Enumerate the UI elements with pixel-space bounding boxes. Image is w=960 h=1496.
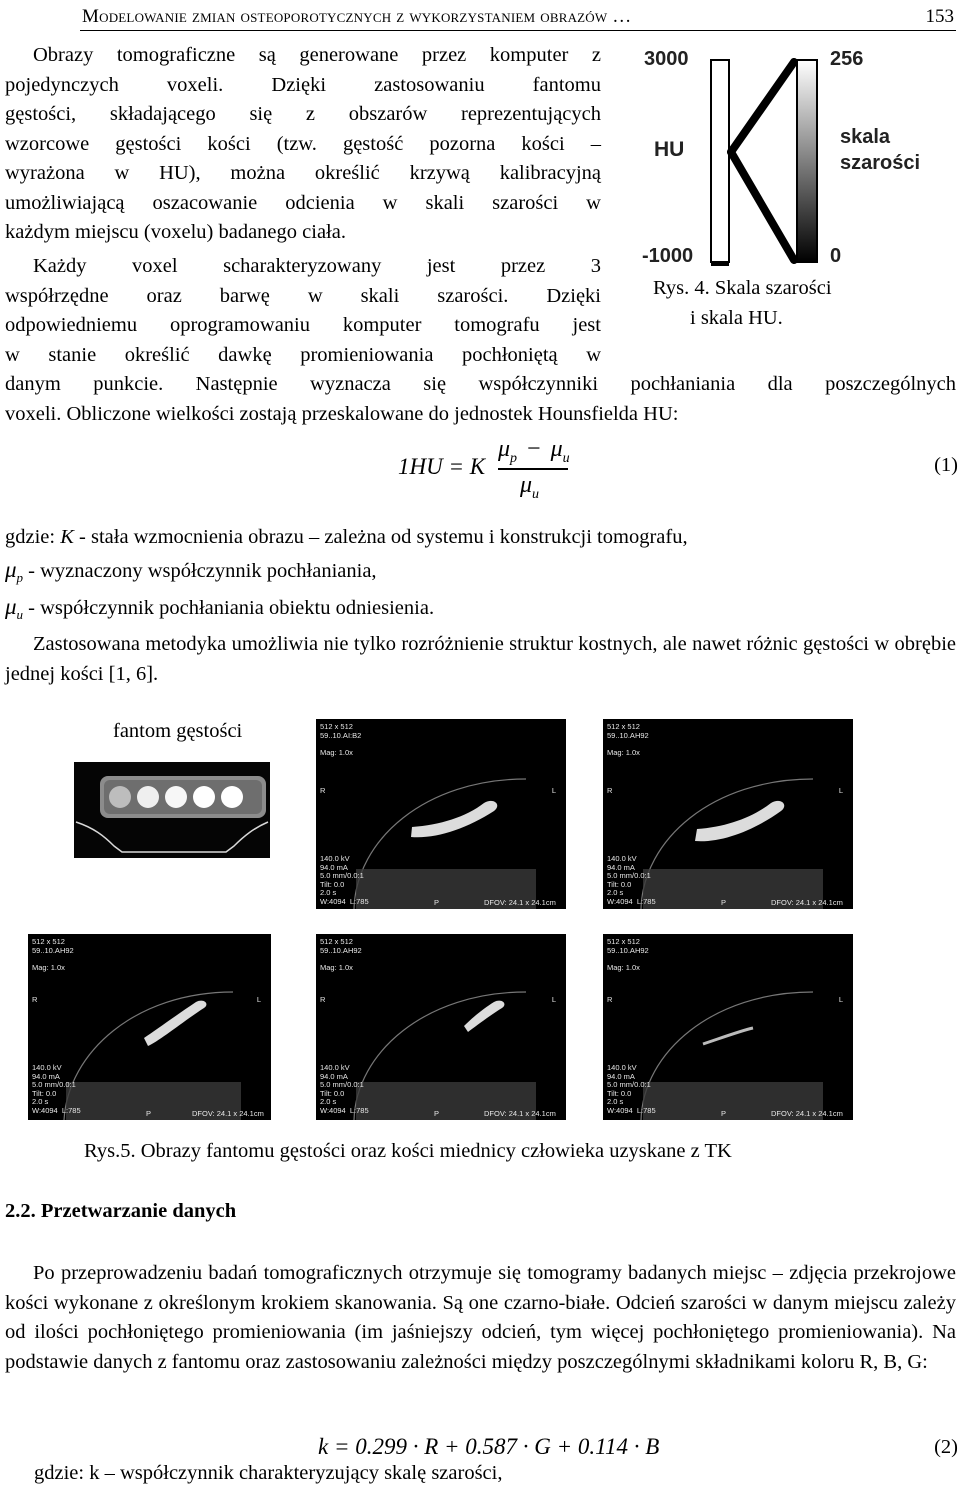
- hu-min-label: -1000: [642, 245, 694, 267]
- equation-1: [380, 436, 958, 508]
- gray-min-label: 0: [830, 245, 842, 267]
- equation-1-numerator: $\mu_p - \mu_u$: [498, 436, 570, 466]
- phantom-scan-image: [74, 762, 270, 858]
- scan-orientation-l: L: [256, 995, 261, 1004]
- phantom-label: fantom gęstości: [113, 720, 243, 742]
- page-number: 153: [925, 6, 954, 27]
- gray-axis-label-2: szarości: [840, 152, 921, 174]
- ct-scan-4: [316, 934, 566, 1120]
- scan-orientation-r: R: [607, 995, 613, 1004]
- text-line: gęstości, składającego się z obszarów reprezentujących: [5, 103, 601, 125]
- scan-info-bottom: 140.0 kV 94.0 mA 5.0 mm/0.0:1 Tilt: 0.0 2.0 s W:4094 L:785: [607, 1063, 656, 1115]
- text-line: Każdy voxel scharakteryzowany jest przez 3: [33, 255, 601, 277]
- hu-scale-bar: [711, 60, 729, 262]
- ct-scan-3: [28, 934, 271, 1120]
- text-line: odpowiedniemu oprogramowaniu komputer tomografu jest: [5, 314, 601, 336]
- scan-info-bottom: 140.0 kV 94.0 mA 5.0 mm/0.0:1 Tilt: 0.0 2.0 s W:4094 L:785: [607, 854, 656, 906]
- equation-2-number: (2): [934, 1436, 958, 1458]
- final-definition: gdzie: k – współczynnik charakteryzujący skalę szarości,: [34, 1462, 503, 1484]
- ct-scan-5: [603, 934, 853, 1120]
- figure-4-caption-line-2: i skala HU.: [690, 307, 783, 329]
- scan-dfov: DFOV: 24.1 x 24.1cm: [192, 1109, 264, 1118]
- gray-max-label: 256: [830, 48, 864, 70]
- text-line: Obrazy tomograficzne są generowane przez komputer z: [33, 44, 601, 66]
- scan-info-top: 512 x 512 59..10.AH92 Mag: 1.0x: [607, 937, 649, 972]
- text-line: wzorcowe gęstości kości (tzw. gęstość pozorna kości –: [5, 132, 601, 155]
- figure-4: [636, 42, 926, 282]
- ct-scan-1: [316, 719, 566, 909]
- scan-orientation-r: R: [32, 995, 38, 1004]
- method-paragraph: Zastosowana metodyka umożliwia nie tylko rozróżnienie struktur kostnych, ale nawet różnic gęstości w obrębie jednej kości [1, 6].: [5, 633, 956, 685]
- scan-orientation-l: L: [551, 995, 556, 1004]
- scan-info-top: 512 x 512 59..10.AH92 Mag: 1.0x: [607, 722, 649, 757]
- equation-1-number: (1): [934, 454, 958, 476]
- scan-info-top: 512 x 512 59..10.AH92 Mag: 1.0x: [320, 937, 362, 972]
- equation-1-lhs: 1HU = K: [398, 454, 486, 479]
- text-line: umożliwiającą oszacowanie odcienia w skali szarości w: [5, 191, 601, 214]
- scan-orientation-r: R: [607, 786, 613, 795]
- scan-orientation-l: L: [551, 786, 556, 795]
- processing-paragraph: Po przeprowadzeniu badań tomograficznych otrzymuje się tomogramy badanych miejsc – zdjęcia przekrojowe kości wykonane z określonym krokiem skanowania. Są one czarno-białe. Odcień szarości w danym miejscu zależy od ilości pochłoniętego promieniowania (im jaśniejszy odcień, tym więcej pochłoniętego promieniowania). Na podstawie danych z fantomu oraz zastosowaniu zależności między poszczególnymi składnikami koloru R, B, G:: [5, 1262, 956, 1373]
- scan-orientation-p: P: [434, 1109, 440, 1118]
- definition-mu-u: $\mu_u$ - współczynnik pochłaniania obiektu odniesienia.: [5, 594, 435, 623]
- equation-2: [318, 1434, 958, 1464]
- running-header: [80, 4, 956, 31]
- figure-5-caption: Rys.5. Obrazy fantomu gęstości oraz kości miednicy człowieka uzyskane z TK: [84, 1140, 732, 1162]
- text-line: wyrażona w HU), można określić krzywą kalibracyjną: [5, 162, 601, 184]
- hu-axis-label: HU: [654, 138, 685, 161]
- section-heading: 2.2. Przetwarzanie danych: [5, 1200, 237, 1222]
- text-line: danym punkcie. Następnie wyznacza się współczynniki pochłaniania dla poszczególnych: [5, 373, 956, 395]
- mapping-line-lower: [731, 152, 794, 260]
- scan-info-bottom: 140.0 kV 94.0 mA 5.0 mm/0.0:1 Tilt: 0.0 2.0 s W:4094 L:785: [320, 1063, 369, 1115]
- equation-1-denominator: $\mu_u$: [520, 472, 540, 502]
- hu-max-label: 3000: [644, 48, 689, 70]
- scan-info-bottom: 140.0 kV 94.0 mA 5.0 mm/0.0:1 Tilt: 0.0 2.0 s W:4094 L:785: [32, 1063, 81, 1115]
- scan-dfov: DFOV: 24.1 x 24.1cm: [771, 1109, 843, 1118]
- scan-info-bottom: 140.0 kV 94.0 mA 5.0 mm/0.0:1 Tilt: 0.0 2.0 s W:4094 L:785: [320, 854, 369, 906]
- text-line: pojedynczych voxeli. Dzięki zastosowaniu fantomu: [5, 73, 601, 96]
- figure-4-caption-line-1: Rys. 4. Skala szarości: [653, 277, 832, 299]
- text-line: współrzędne oraz barwę w skali szarości. Dzięki: [5, 284, 601, 307]
- scan-dfov: DFOV: 24.1 x 24.1cm: [484, 898, 556, 907]
- fraction-bar: [498, 468, 568, 470]
- scan-orientation-p: P: [146, 1109, 152, 1118]
- scan-orientation-l: L: [838, 995, 843, 1004]
- definition-k: gdzie: K - stała wzmocnienia obrazu – zależna od systemu i konstrukcji tomografu,: [5, 526, 688, 548]
- scan-orientation-r: R: [320, 786, 326, 795]
- definition-mu-p: $\mu_p$ - wyznaczony współczynnik pochłaniania,: [5, 557, 377, 586]
- ct-scan-2: [603, 719, 853, 909]
- scan-orientation-p: P: [721, 898, 727, 907]
- scan-info-top: 512 x 512 59..10.AH92 Mag: 1.0x: [32, 937, 74, 972]
- scan-orientation-l: L: [838, 786, 843, 795]
- scan-orientation-p: P: [434, 898, 440, 907]
- scan-dfov: DFOV: 24.1 x 24.1cm: [771, 898, 843, 907]
- running-title: Modelowanie zmian osteoporotycznych z wykorzystaniem obrazów …: [82, 6, 632, 27]
- scan-orientation-p: P: [721, 1109, 727, 1118]
- grayscale-bar: [797, 60, 817, 262]
- scan-dfov: DFOV: 24.1 x 24.1cm: [484, 1109, 556, 1118]
- text-line: voxeli. Obliczone wielkości zostają przeskalowane do jednostek Hounsfielda HU:: [5, 402, 679, 425]
- text-line: w stanie określić dawkę promieniowania pochłoniętą w: [5, 343, 601, 366]
- scan-orientation-r: R: [320, 995, 326, 1004]
- equation-2-expression: k = 0.299 · R + 0.587 · G + 0.114 · B: [318, 1434, 660, 1459]
- scan-info-top: 512 x 512 59..10.AI:B2 Mag: 1.0x: [320, 722, 362, 757]
- mapping-line-upper: [731, 62, 794, 152]
- text-line: każdym miejscu (voxelu) badanego ciała.: [5, 221, 346, 243]
- gray-axis-label-1: skala: [840, 126, 891, 148]
